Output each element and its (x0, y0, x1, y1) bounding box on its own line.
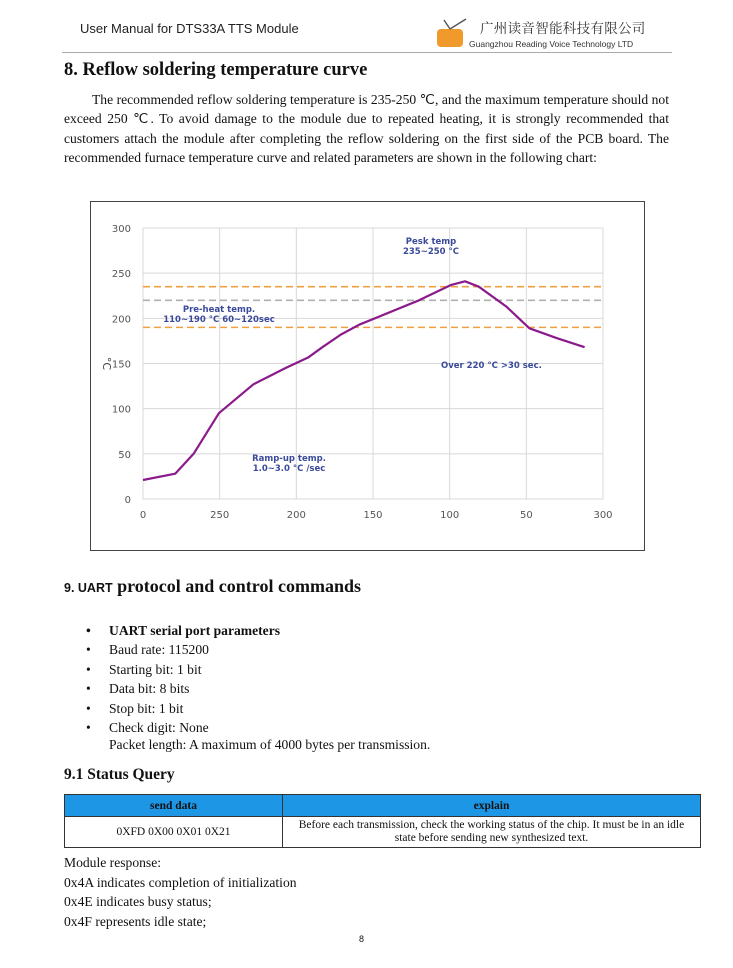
x-tick-label: 100 (440, 510, 460, 521)
section-8-paragraph-text: The recommended reflow soldering temperature is 235-250 ℃, and the maximum temperature should not exceed 250 ℃. To avoid damage to the module due to repeated heating, it is strongly recommended that customers attach the module after completing the reflow soldering on the first side of the PCB board. The recommended furnace temperature curve and related parameters are shown in the following chart: (64, 92, 669, 166)
response-line: Module response: (64, 855, 162, 870)
chart-annotation-line1: Over 220 °C >30 sec. (441, 361, 542, 371)
list-item-text: Baud rate: 115200 (109, 642, 209, 658)
section-9-heading (64, 576, 361, 597)
y-tick-label: 50 (118, 449, 131, 461)
section-9-heading-text: protocol and control commands (112, 576, 361, 596)
y-tick-label: 100 (111, 404, 131, 416)
chart-annotation-line1: Pesk temp (405, 237, 457, 247)
y-tick-label: 150 (111, 359, 131, 371)
y-tick-label: 300 (111, 224, 131, 235)
page-number: 8 (359, 934, 365, 944)
bullet-icon: • (86, 720, 91, 736)
list-item-text: Check digit: None (109, 720, 209, 736)
company-logo-icon (436, 18, 470, 48)
list-item (86, 699, 280, 718)
y-tick-label: 250 (111, 269, 131, 281)
table-cell-explain: Before each transmission, check the working status of the chip. It must be in an idle state before sending new synthesized text. (283, 817, 701, 848)
table-cell-send-data: 0XFD 0X00 0X01 0X21 (65, 817, 283, 848)
y-axis-label: °C (100, 356, 113, 371)
company-name-cn: 广州读音智能科技有限公司 (480, 21, 646, 37)
reflow-temperature-chart (90, 201, 645, 551)
list-item (86, 660, 280, 679)
bullet-icon: • (86, 661, 91, 677)
response-line: 0x4F represents idle state; (64, 913, 207, 929)
section-8-paragraph (64, 90, 669, 168)
x-tick-label: 150 (363, 510, 383, 521)
x-tick-label: 50 (519, 510, 533, 521)
header-divider (62, 52, 672, 53)
response-line: 0x4A indicates completion of initialization (64, 874, 297, 890)
y-tick-label: 0 (124, 495, 131, 506)
list-item (86, 679, 280, 698)
document-header-title: User Manual for DTS33A TTS Module (80, 21, 299, 36)
chart-annotation-line2: 1.0~3.0 °C /sec (252, 464, 326, 474)
status-query-table (64, 794, 701, 848)
list-item-text: Starting bit: 1 bit (109, 661, 202, 677)
bullet-icon: • (86, 681, 91, 697)
chart-annotation-line2: 110~190 °C 60~120sec (163, 315, 275, 325)
bullet-icon: • (86, 623, 91, 638)
bullet-icon: • (86, 700, 91, 716)
table-header-send-data: send data (65, 795, 283, 817)
y-tick-label: 200 (111, 314, 131, 326)
uart-parameters-list (86, 621, 280, 737)
bullet-icon: • (86, 642, 91, 658)
response-line: 0x4E indicates busy status; (64, 894, 212, 909)
list-item (86, 640, 280, 659)
table-row (65, 817, 701, 848)
chart-annotation-line1: Ramp-up temp. (252, 454, 326, 464)
list-item-text: UART serial port parameters (109, 623, 281, 638)
chart-annotation-line2: 235~250 °C (402, 247, 460, 257)
list-item (86, 718, 280, 737)
module-response-block (64, 853, 297, 931)
table-header-row (65, 795, 701, 817)
table-header-explain: explain (283, 795, 701, 817)
x-tick-label: 250 (210, 510, 230, 521)
x-tick-label: 200 (286, 510, 306, 521)
reflow-chart-svg (91, 202, 644, 550)
x-tick-label: 0 (139, 510, 147, 521)
x-tick-label: 300 (593, 510, 613, 521)
chart-annotation-line1: Pre-heat temp. (182, 305, 256, 315)
list-item-text: Data bit: 8 bits (109, 681, 190, 697)
section-9-heading-number: 9. UART (64, 581, 113, 595)
section-8-heading: 8. Reflow soldering temperature curve (64, 60, 368, 80)
company-name-en: Guangzhou Reading Voice Technology LTD (469, 39, 634, 49)
list-item (86, 621, 280, 640)
packet-length-text: Packet length: A maximum of 4000 bytes per transmission. (109, 737, 431, 752)
list-item-text: Stop bit: 1 bit (109, 700, 184, 716)
section-9-1-heading: 9.1 Status Query (64, 766, 175, 783)
